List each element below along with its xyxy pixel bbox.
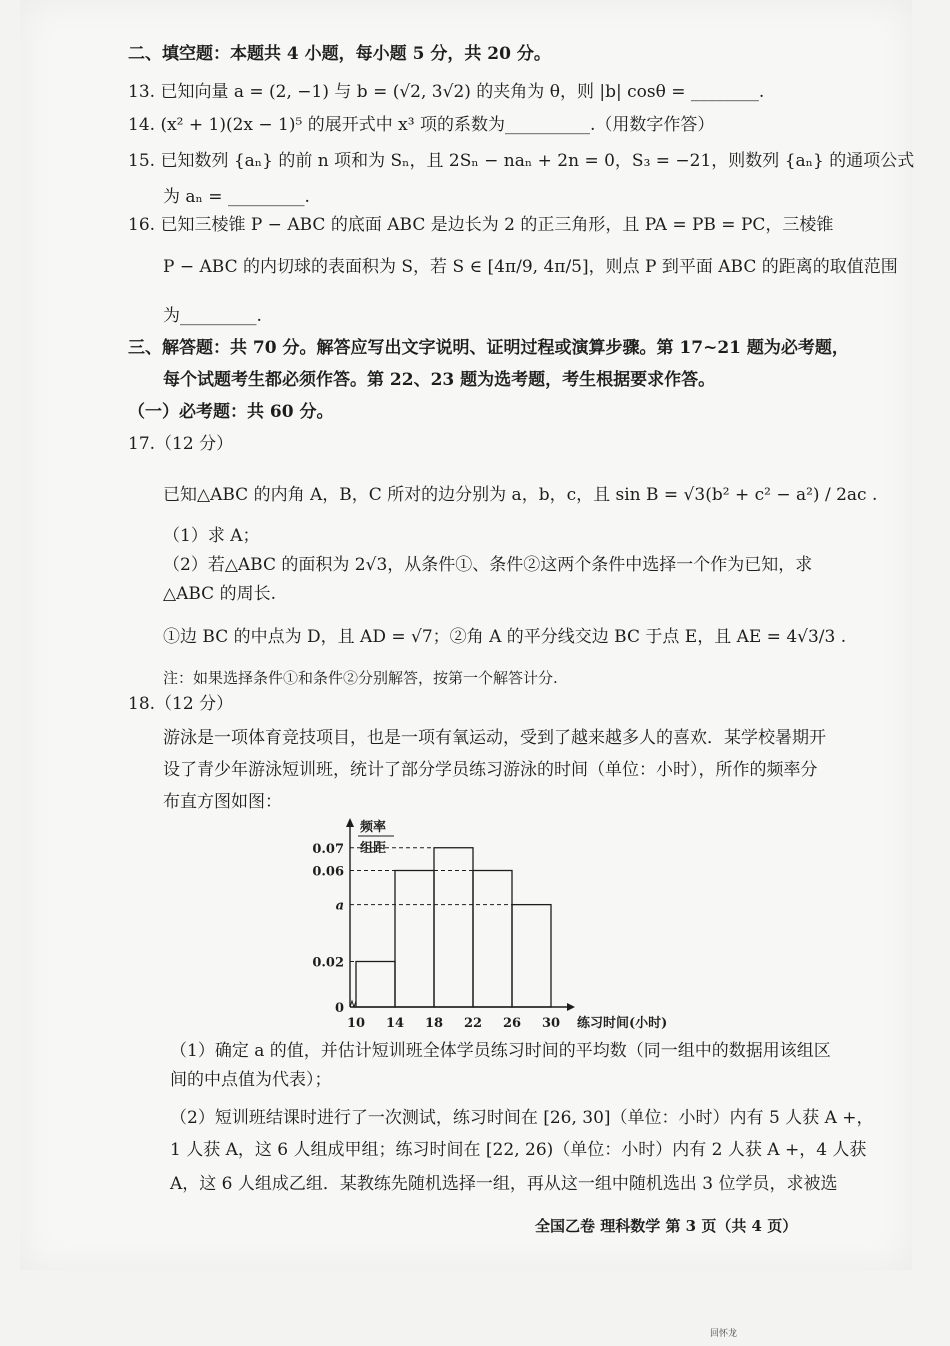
page-footer: 全国乙卷 理科数学 第 3 页（共 4 页） xyxy=(535,1217,798,1235)
y-axis-label-top: 频率 xyxy=(360,820,387,835)
x-tick-label: 22 xyxy=(463,1016,483,1031)
histogram-bar xyxy=(512,905,551,1007)
y-tick-label: 0.07 xyxy=(312,841,344,857)
y-tick-label: 0.02 xyxy=(312,955,344,971)
question-17-stem: 已知△ABC 的内角 A，B，C 所对的边分别为 a，b，c，且 sin B = √3(b² + c² − a²) / 2ac . xyxy=(163,485,878,505)
frequency-histogram xyxy=(295,815,695,1033)
y-tick-label: 0.06 xyxy=(312,864,344,880)
y-axis-label-bottom: 组距 xyxy=(360,841,387,856)
question-15: 15. 已知数列 {aₙ} 的前 n 项和为 Sₙ，且 2Sₙ − naₙ + 2n = 0，S₃ = −21，则数列 {aₙ} 的通项公式 xyxy=(128,151,915,171)
x-tick-label: 18 xyxy=(424,1016,444,1031)
question-17-conditions: ①边 BC 的中点为 D，且 AD = √7；②角 A 的平分线交边 BC 于点 E，且 AE = 4√3/3 . xyxy=(163,627,847,647)
question-17-note: 注：如果选择条件①和条件②分别解答，按第一个解答计分. xyxy=(163,669,558,687)
histogram-bar xyxy=(473,871,512,1008)
section-header-solutions-cont: 每个试题考生都必须作答。第 22、23 题为选考题，考生根据要求作答。 xyxy=(163,370,716,390)
x-axis-label: 练习时间(小时) xyxy=(577,1016,668,1031)
question-18-stem-2: 设了青少年游泳短训班，统计了部分学员练习游泳的时间（单位：小时），所作的频率分 xyxy=(163,760,818,780)
question-15-cont: 为 aₙ = _________. xyxy=(163,187,310,207)
x-tick-label: 10 xyxy=(346,1016,366,1031)
histogram-bar xyxy=(434,848,473,1007)
y-axis-arrow xyxy=(346,818,354,827)
x-tick-label: 26 xyxy=(502,1016,522,1031)
x-tick-label: 14 xyxy=(385,1016,405,1031)
question-18-stem-3: 布直方图如图： xyxy=(163,792,282,812)
question-18-title: 18.（12 分） xyxy=(128,694,234,714)
question-17-part1: （1）求 A； xyxy=(163,526,260,546)
question-18-stem-1: 游泳是一项体育竞技项目，也是一项有氧运动，受到了越来越多人的喜欢．某学校暑期开 xyxy=(163,728,826,748)
question-17-title: 17.（12 分） xyxy=(128,434,234,454)
question-18-part2-end: A，这 6 人组成乙组．某教练先随机选择一组，再从这一组中随机选出 3 位学员，求被选 xyxy=(170,1174,838,1194)
question-18-part1-cont: 间的中点值为代表）； xyxy=(170,1070,332,1090)
axis-break xyxy=(350,1001,356,1007)
section-header-solutions: 三、解答题：共 70 分。解答应写出文字说明、证明过程或演算步骤。第 17~21 题为必考题， xyxy=(128,338,849,358)
required-questions-header: （一）必考题：共 60 分。 xyxy=(128,402,334,422)
x-tick-label: 30 xyxy=(541,1016,561,1031)
histogram-bar xyxy=(395,871,434,1008)
question-16: 16. 已知三棱锥 P − ABC 的底面 ABC 是边长为 2 的正三角形，且 PA = PB = PC，三棱锥 xyxy=(128,215,834,235)
section-header-fill-in: 二、填空题：本题共 4 小题，每小题 5 分，共 20 分。 xyxy=(128,44,551,64)
y-tick-label: 0 xyxy=(334,1001,344,1016)
question-18-part1: （1）确定 a 的值，并估计短训班全体学员练习时间的平均数（同一组中的数据用该组区 xyxy=(170,1041,831,1061)
histogram-bar xyxy=(356,962,395,1008)
question-18-part2-cont: 1 人获 A，这 6 人组成甲组；练习时间在 [22, 26)（单位：小时）内有 2 人获 A +，4 人获 xyxy=(170,1140,867,1160)
question-18-part2: （2）短训班结课时进行了一次测试，练习时间在 [26, 30]（单位：小时）内有 5 人获 A +， xyxy=(170,1108,874,1128)
question-13: 13. 已知向量 a = (2, −1) 与 b = (√2, 3√2) 的夹角为 θ，则 |b| cosθ = ________. xyxy=(128,82,765,102)
y-tick-label: a xyxy=(335,898,344,914)
question-17-part2: （2）若△ABC 的面积为 2√3，从条件①、条件②这两个条件中选择一个作为已知，求 xyxy=(163,555,813,575)
x-axis-arrow xyxy=(567,1003,575,1011)
question-17-part2-cont: △ABC 的周长. xyxy=(163,584,276,604)
question-14: 14. (x² + 1)(2x − 1)⁵ 的展开式中 x³ 项的系数为__________.（用数字作答） xyxy=(128,115,715,135)
corner-mark: 回怀龙 xyxy=(710,1329,738,1339)
question-16-cont: P − ABC 的内切球的表面积为 S，若 S ∈ [4π/9, 4π/5]，则点 P 到平面 ABC 的距离的取值范围 xyxy=(163,257,898,277)
question-16-end: 为_________. xyxy=(163,306,262,326)
